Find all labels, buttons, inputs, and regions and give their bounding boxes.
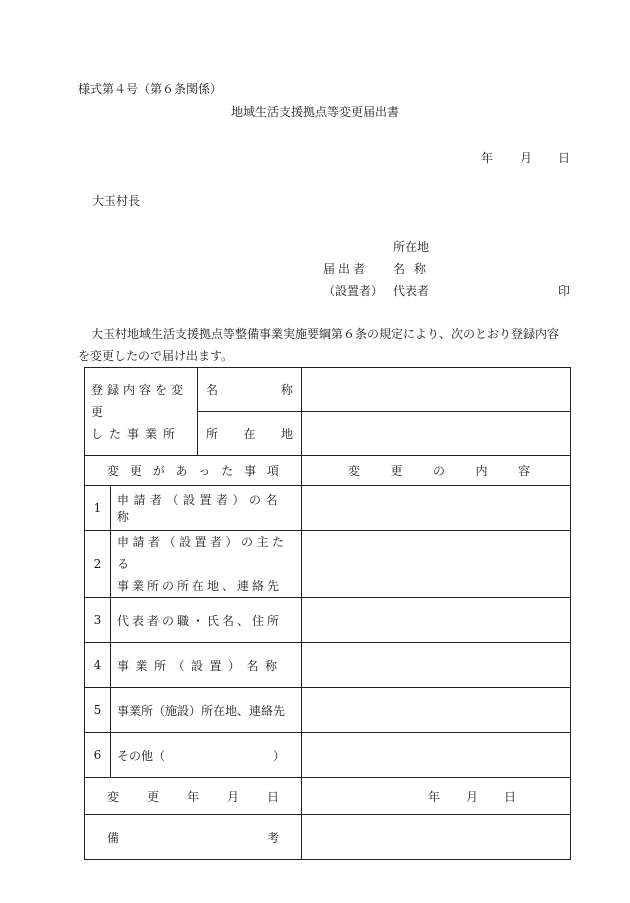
header-char: 更 [390, 464, 403, 478]
item-number: 4 [85, 643, 111, 688]
body-text-line-2: を変更したので届け出ます。 [78, 349, 234, 363]
date-month-label: 月 [520, 151, 533, 165]
notifier-label: 届出者 [323, 262, 369, 276]
item-label [111, 688, 302, 733]
item-label-text: 事業所（施設）所在地、連絡先 [117, 703, 286, 718]
change-date-char: 日 [267, 789, 280, 804]
office-name-value[interactable] [302, 368, 571, 412]
header-char: 項 [266, 464, 279, 478]
item-label [111, 531, 302, 598]
item-content-cell[interactable] [302, 598, 571, 643]
location-char-2: 在 [243, 427, 256, 441]
item-label [111, 486, 302, 531]
name-char-1: 名 [206, 383, 219, 397]
name-char-2: 称 [281, 383, 294, 397]
item-content-cell[interactable] [302, 688, 571, 733]
table-row [85, 531, 571, 598]
item-label-line-1: 申請者（設置者）の主たる [117, 535, 288, 571]
table-row [85, 598, 571, 643]
header-char: 更 [129, 464, 142, 478]
table-header-row [85, 456, 571, 486]
item-label-line-2: 事業所の所在地、連絡先 [117, 579, 283, 593]
header-char: 容 [517, 464, 530, 478]
form-number: 様式第４号（第６条関係） [78, 82, 223, 96]
remarks-char-2: 考 [267, 830, 280, 845]
change-date-day: 日 [503, 789, 516, 804]
item-label-text: 申請者（設置者）の名称 [117, 493, 283, 524]
seal-mark: 印 [558, 284, 571, 298]
item-number: 3 [85, 598, 111, 643]
item-number: 2 [85, 531, 111, 598]
office-location-label [198, 412, 302, 456]
location-char-1: 所 [206, 427, 219, 441]
office-name-row [85, 368, 571, 412]
office-location-value[interactable] [302, 412, 571, 456]
change-content-header [302, 456, 571, 486]
change-date-char: 年 [187, 789, 200, 804]
change-form-table [84, 367, 571, 860]
change-date-year: 年 [428, 789, 441, 804]
header-char: が [152, 464, 165, 478]
header-char: っ [198, 464, 211, 478]
office-label-cell [85, 368, 198, 456]
item-content-cell[interactable] [302, 733, 571, 778]
office-label-line-1: 登録内容を変更 [91, 382, 188, 419]
office-label-line-2: した事業所 [91, 426, 182, 441]
header-char: 変 [107, 464, 120, 478]
item-number: 1 [85, 486, 111, 531]
change-date-value[interactable] [302, 778, 571, 815]
header-char: 内 [475, 464, 488, 478]
item-number: 6 [85, 733, 111, 778]
representative-label: 代表者 [393, 284, 430, 298]
item-content-cell[interactable] [302, 486, 571, 531]
header-char: あ [175, 464, 188, 478]
location-char-3: 地 [280, 427, 293, 441]
change-date-char: 更 [147, 789, 160, 804]
header-char: の [432, 464, 445, 478]
item-label [111, 643, 302, 688]
change-date-month: 月 [466, 789, 479, 804]
item-label-text: 代表者の職・氏名、住所 [117, 613, 283, 628]
date-year-label: 年 [481, 151, 494, 165]
document-title: 地域生活支援拠点等変更届出書 [230, 105, 399, 119]
item-content-cell[interactable] [302, 643, 571, 688]
header-char: た [221, 464, 234, 478]
table-row [85, 486, 571, 531]
other-close-paren: ） [273, 748, 286, 763]
remarks-char-1: 備 [107, 830, 120, 845]
change-date-row [85, 778, 571, 815]
date-day-label: 日 [558, 151, 571, 165]
header-char: 変 [348, 464, 361, 478]
remarks-value[interactable] [302, 815, 571, 860]
other-open-label: その他（ [117, 748, 166, 763]
item-label [111, 733, 302, 778]
remarks-label [85, 815, 302, 860]
body-text-line-1: 大玉村地域生活支援拠点等整備事業実施要綱第６条の規定により、次のとおり登録内容 [91, 327, 560, 341]
remarks-row [85, 815, 571, 860]
changed-items-header [85, 456, 302, 486]
table-row [85, 733, 571, 778]
notifier-name-label: 名称 [393, 262, 436, 276]
change-date-char: 変 [107, 789, 120, 804]
office-name-label [198, 368, 302, 412]
item-content-cell[interactable] [302, 531, 571, 598]
table-row [85, 643, 571, 688]
item-number: 5 [85, 688, 111, 733]
item-label-text: 事業所（設置）名称 [117, 658, 284, 673]
addressee: 大玉村長 [92, 194, 141, 208]
notifier-location-label: 所在地 [393, 240, 430, 254]
table-row [85, 688, 571, 733]
change-date-char: 月 [227, 789, 240, 804]
change-date-label [85, 778, 302, 815]
establisher-label: （設置者） [323, 284, 384, 298]
header-char: 事 [244, 464, 257, 478]
item-label [111, 598, 302, 643]
